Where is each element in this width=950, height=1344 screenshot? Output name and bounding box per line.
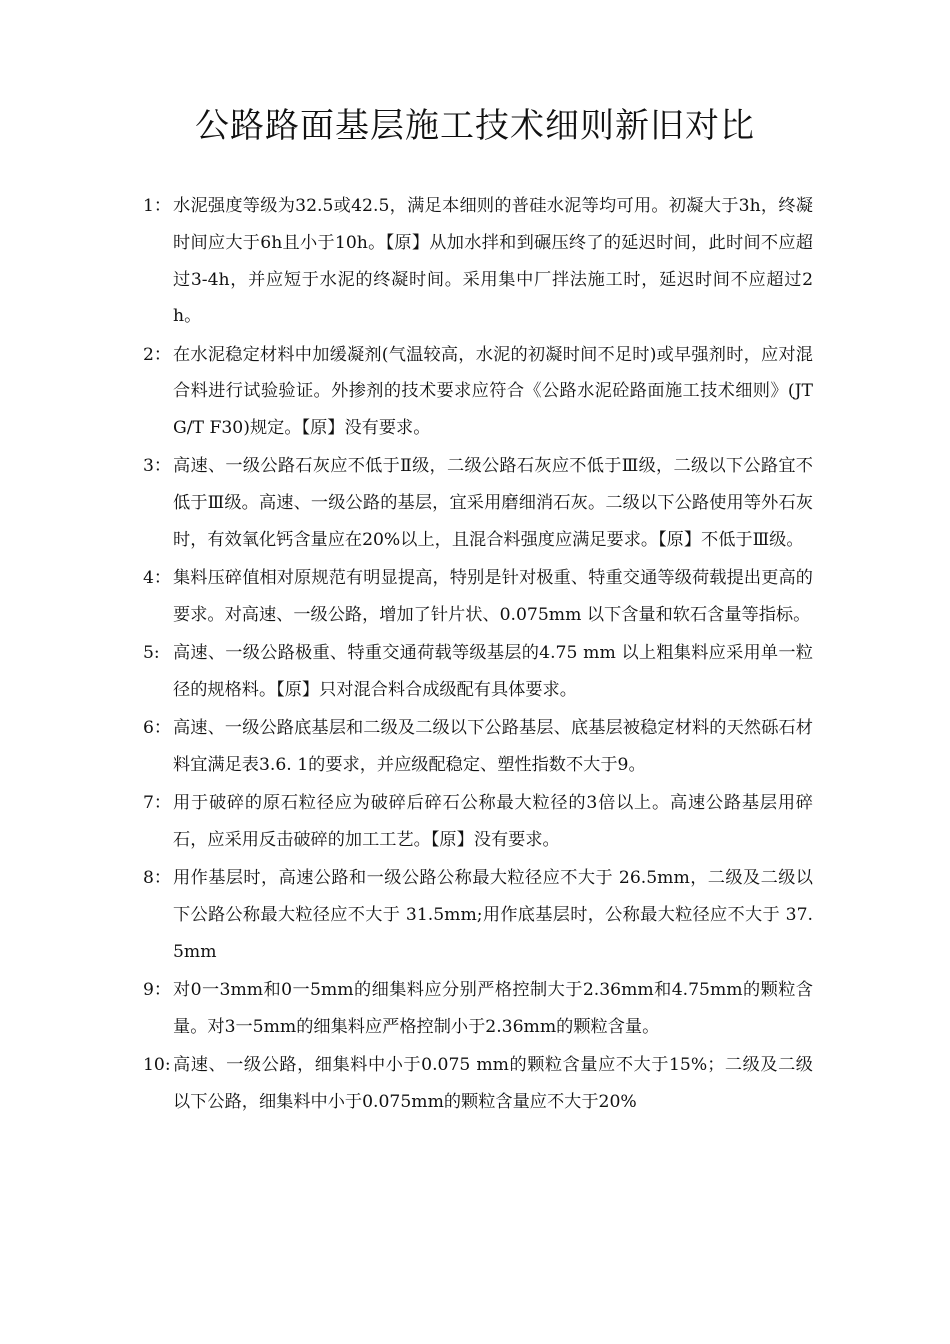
list-item xyxy=(143,560,813,634)
list-item xyxy=(143,860,813,970)
item-number: 2： xyxy=(143,344,172,365)
list-item xyxy=(143,337,813,447)
list-item xyxy=(143,635,813,709)
item-number: 6： xyxy=(143,718,172,739)
item-text: 高速、一级公路极重、特重交通荷载等级基层的4.75 mm 以上粗集料应采用单一粒径的规格料。【原】只对混合料合成级配有具体要求。 xyxy=(173,643,813,700)
item-text: 用作基层时，高速公路和一级公路公称最大粒径应不大于 26.5mm，二级及二级以下公路公称最大粒径应不大于 31.5mm;用作底基层时，公称最大粒径应不大于 37.5mm xyxy=(173,868,813,962)
list-item xyxy=(143,1047,813,1121)
list-item xyxy=(143,188,813,335)
item-text: 水泥强度等级为32.5或42.5，满足本细则的普硅水泥等均可用。初凝大于3h，终凝时间应大于6h且小于10h。【原】从加水拌和到碾压终了的延迟时间，此时间不应超过3-4h，并应短于水泥的终凝时间。采用集中厂拌法施工时，延迟时间不应超过2h。 xyxy=(173,196,813,327)
item-text: 高速、一级公路石灰应不低于Ⅱ级，二级公路石灰应不低于Ⅲ级，二级以下公路宜不低于Ⅲ级。高速、一级公路的基层，宜采用磨细消石灰。二级以下公路使用等外石灰时，有效氧化钙含量应在20%以上，且混合料强度应满足要求。【原】不低于Ⅲ级。 xyxy=(173,456,813,550)
list-item xyxy=(143,448,813,558)
item-number: 10: xyxy=(143,1054,171,1075)
item-text: 集料压碎值相对原规范有明显提高，特别是针对极重、特重交通等级荷载提出更高的要求。对高速、一级公路，增加了针片状、0.075mm 以下含量和软石含量等指标。 xyxy=(173,568,813,625)
item-number: 3： xyxy=(143,456,172,477)
item-number: 5: xyxy=(143,643,160,664)
page-title: 公路路面基层施工技术细则新旧对比 xyxy=(195,106,755,146)
list-item xyxy=(143,710,813,784)
item-text: 高速、一级公路底基层和二级及二级以下公路基层、底基层被稳定材料的天然砾石材料宜满足表3.6. 1的要求，并应级配稳定、塑性指数不大于9。 xyxy=(173,718,813,775)
item-text: 用于破碎的原石粒径应为破碎后碎石公称最大粒径的3倍以上。高速公路基层用碎石，应采用反击破碎的加工工艺。【原】没有要求。 xyxy=(173,793,813,850)
list-item xyxy=(143,972,813,1046)
item-number: 7： xyxy=(143,793,172,814)
item-number: 4： xyxy=(143,568,172,589)
item-text: 在水泥稳定材料中加缓凝剂(气温较高，水泥的初凝时间不足时)或早强剂时，应对混合料进行试验验证。外掺剂的技术要求应符合《公路水泥砼路面施工技术细则》(JTG/T F30)规定。【原】没有要求。 xyxy=(173,344,813,439)
item-number: 1： xyxy=(143,196,172,216)
item-number: 9： xyxy=(143,979,172,1000)
list-item xyxy=(143,785,813,859)
item-text: 对0一3mm和0一5mm的细集料应分别严格控制大于2.36mm和4.75mm的颗粒含量。对3一5mm的细集料应严格控制小于2.36mm的颗粒含量。 xyxy=(173,979,813,1037)
item-text: 高速、一级公路，细集料中小于0.075 mm的颗粒含量应不大于15%；二级及二级以下公路，细集料中小于0.075mm的颗粒含量应不大于20% xyxy=(173,1054,813,1112)
item-number: 8： xyxy=(143,868,172,889)
clause-list xyxy=(143,188,813,1122)
